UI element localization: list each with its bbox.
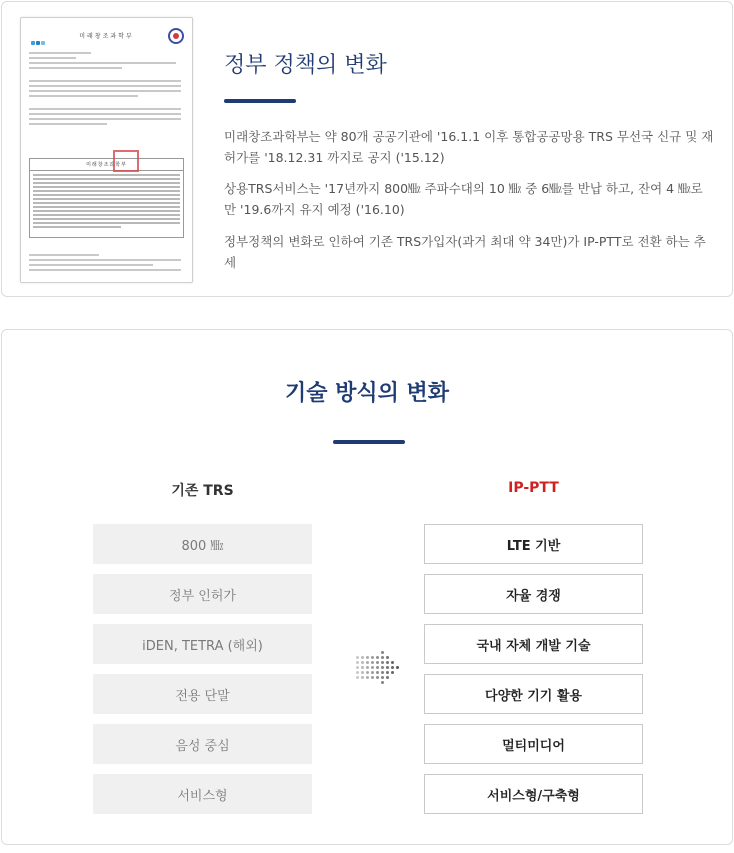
policy-paragraph: 상용TRS서비스는 '17년까지 800㎒ 주파수대의 10 ㎒ 중 6㎒를 반납 하고, 잔여 4 ㎒로만 '19.6까지 유지 예정 ('16.10)	[224, 181, 703, 217]
policy-card	[1, 1, 733, 297]
title-underline	[333, 440, 405, 444]
arrow-dot	[361, 666, 364, 669]
arrow-dot	[391, 666, 394, 669]
legacy-feature-item: 정부 인허가	[93, 574, 312, 614]
arrow-dot	[376, 666, 379, 669]
arrow-dot	[376, 676, 379, 679]
policy-paragraph: 미래창조과학부는 약 80개 공공기관에 '16.1.1 이후 통합공공망용 TRS 무선국 신규 및 재허가를 '18.12.31 까지로 공지 ('15.12)	[224, 129, 714, 165]
document-header: 미래창조과학부	[79, 33, 134, 40]
document-text-block	[29, 80, 184, 128]
arrow-dot	[366, 656, 369, 659]
arrow-dot	[386, 656, 389, 659]
ip-ptt-feature-item: 멀티미디어	[424, 724, 643, 764]
ip-ptt-feature-item: 자율 경쟁	[424, 574, 643, 614]
arrow-dot	[356, 666, 359, 669]
document-text-block	[29, 52, 184, 72]
arrow-dot	[391, 671, 394, 674]
arrow-dot	[381, 656, 384, 659]
document-footer	[29, 254, 184, 274]
arrow-dot	[361, 676, 364, 679]
seal-icon	[168, 28, 184, 44]
arrow-dot	[366, 661, 369, 664]
tech-card	[1, 329, 733, 845]
arrow-dot	[366, 676, 369, 679]
arrow-dot	[386, 676, 389, 679]
document-attachment-box	[29, 158, 184, 238]
arrow-dot	[376, 671, 379, 674]
arrow-dot	[371, 656, 374, 659]
arrow-dot	[386, 661, 389, 664]
ip-ptt-heading: IP-PTT	[508, 480, 559, 496]
arrow-dot	[381, 676, 384, 679]
arrow-dot	[376, 656, 379, 659]
dotted-arrow-right-icon	[354, 644, 402, 692]
ip-ptt-feature-item: LTE 기반	[424, 524, 643, 564]
official-document-image	[20, 17, 193, 283]
legacy-trs-heading: 기존 TRS	[171, 483, 234, 499]
ip-ptt-feature-item: 국내 자체 개발 기술	[424, 624, 643, 664]
arrow-dot	[371, 676, 374, 679]
legacy-feature-item: 800 ㎒	[93, 524, 312, 564]
arrow-dot	[386, 671, 389, 674]
arrow-dot	[361, 661, 364, 664]
arrow-dot	[381, 661, 384, 664]
policy-section-title: 정부 정책의 변화	[224, 53, 387, 78]
arrow-dot	[366, 666, 369, 669]
arrow-dot	[381, 666, 384, 669]
arrow-dot	[356, 656, 359, 659]
legacy-feature-item: 음성 중심	[93, 724, 312, 764]
official-stamp-icon	[113, 150, 139, 172]
arrow-dot	[356, 671, 359, 674]
policy-paragraph: 정부정책의 변화로 인하여 기존 TRS가입자(과거 최대 약 34만)가 IP-PTT로 전환 하는 추세	[224, 234, 706, 270]
ip-ptt-feature-item: 서비스형/구축형	[424, 774, 643, 814]
arrow-dot	[356, 676, 359, 679]
arrow-dot	[381, 671, 384, 674]
document-box-header: 미래창조과학부	[30, 159, 183, 171]
arrow-dot	[361, 656, 364, 659]
arrow-dot	[386, 666, 389, 669]
arrow-dot	[361, 671, 364, 674]
arrow-dot	[371, 666, 374, 669]
arrow-dot	[371, 671, 374, 674]
arrow-dot	[366, 671, 369, 674]
ip-ptt-feature-item: 다양한 기기 활용	[424, 674, 643, 714]
legacy-feature-item: iDEN, TETRA (해외)	[93, 624, 312, 664]
legacy-feature-item: 서비스형	[93, 774, 312, 814]
tech-section-title: 기술 방식의 변화	[284, 381, 450, 406]
title-underline	[224, 99, 296, 103]
arrow-dot	[356, 661, 359, 664]
arrow-dot	[371, 661, 374, 664]
legacy-feature-item: 전용 단말	[93, 674, 312, 714]
arrow-dot	[396, 666, 399, 669]
arrow-dot	[381, 651, 384, 654]
arrow-dot	[391, 661, 394, 664]
arrow-dot	[381, 681, 384, 684]
arrow-dot	[376, 661, 379, 664]
